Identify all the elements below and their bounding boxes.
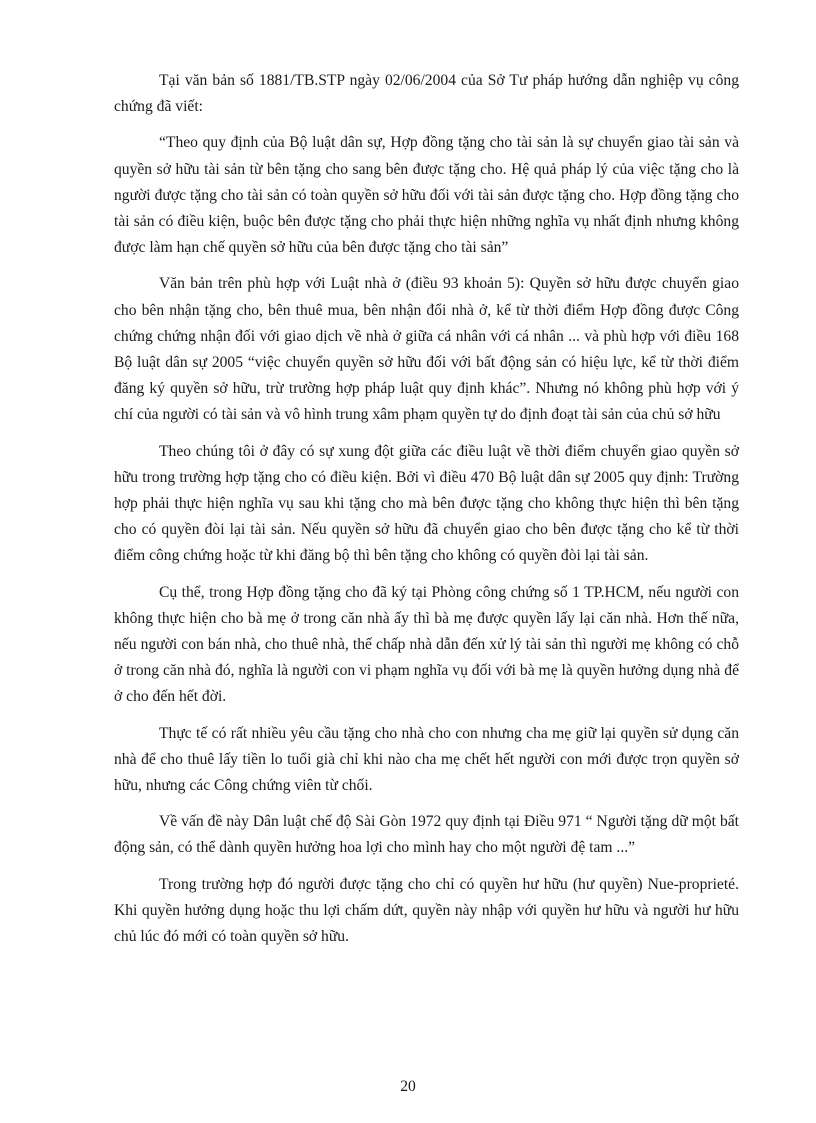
paragraph: Tại văn bản số 1881/TB.STP ngày 02/06/2004 của Sở Tư pháp hướng dẫn nghiệp vụ công chứng đã viết: — [114, 72, 739, 116]
paragraph: Thực tế có rất nhiều yêu cầu tặng cho nhà cho con nhưng cha mẹ giữ lại quyền sử dụng căn nhà để cho thuê lấy tiền lo tuổi già chỉ khi nào cha mẹ chết hết người con mới được trọn quyền sở hữu, nhưng các Công chứng viên từ chối. — [114, 724, 739, 795]
paragraph: Theo chúng tôi ở đây có sự xung đột giữa các điều luật về thời điểm chuyển giao quyền sở hữu trong trường hợp tặng cho có điều kiện. Bởi vì điều 470 Bộ luật dân sự 2005 quy định: Trường hợp phải thực hiện nghĩa vụ sau khi tặng cho mà bên được tặng cho không thực hiện thì bên tặng cho có quyền đòi lại tài sản. Nếu quyền sở hữu đã chuyển giao cho bên được tặng cho kể từ thời điểm công chứng hoặc từ khi đăng bộ thì bên tặng cho không có quyền đòi lại tài sản. — [114, 442, 739, 565]
paragraph: Văn bản trên phù hợp với Luật nhà ở (điều 93 khoản 5): Quyền sở hữu được chuyển giao cho bên nhận tặng cho, bên thuê mua, bên nhận đổi nhà ở, kể từ thời điểm Hợp đồng được Công chứng chứng nhận đối với giao dịch về nhà ở giữa cá nhân với cá nhân ... và phù hợp với điều 168 Bộ luật dân sự 2005 “việc chuyển quyền sở hữu đối với bất động sản có hiệu lực, kể từ thời điểm đăng ký quyền sở hữu, trừ trường hợp pháp luật quy định khác”. Nhưng nó không phù hợp với ý chí của người có tài sản và vô hình trung xâm phạm quyền tự do định đoạt tài sản của chủ sở hữu — [114, 275, 739, 424]
paragraph: “Theo quy định của Bộ luật dân sự, Hợp đồng tặng cho tài sản là sự chuyển giao tài sản và quyền sở hữu tài sản từ bên tặng cho sang bên được tặng cho. Hệ quả pháp lý của việc tặng cho là người được tặng cho tài sản có toàn quyền sở hữu đối với tài sản được tặng cho. Hợp đồng tặng cho tài sản có điều kiện, buộc bên được tặng cho phải thực hiện những nghĩa vụ nhất định nhưng không được làm hạn chế quyền sở hữu của bên được tặng cho tài sản” — [114, 134, 739, 257]
paragraph: Trong trường hợp đó người được tặng cho chỉ có quyền hư hữu (hư quyền) Nue-proprieté. Khi quyền hưởng dụng hoặc thu lợi chấm dứt, quyền này nhập với quyền hư hữu và người hư hữu chủ lúc đó mới có toàn quyền sở hữu. — [114, 875, 739, 946]
paragraph: Cụ thể, trong Hợp đồng tặng cho đã ký tại Phòng công chứng số 1 TP.HCM, nếu người con không thực hiện cho bà mẹ ở trong căn nhà ấy thì bà mẹ được quyền lấy lại căn nhà. Hơn thế nữa, nếu người con bán nhà, cho thuê nhà, thế chấp nhà dẫn đến xử lý tài sản thì người mẹ không có chỗ ở trong căn nhà đó, nghĩa là người con vi phạm nghĩa vụ đối với bà mẹ là quyền hưởng dụng nhà để ở cho đến hết đời. — [114, 583, 739, 706]
paragraph: Về vấn đề này Dân luật chế độ Sài Gòn 1972 quy định tại Điều 971 “ Người tặng dữ một bất động sản, có thể dành quyền hưởng hoa lợi cho mình hay cho một người đệ tam ...” — [114, 813, 739, 857]
document-body — [114, 68, 739, 960]
page-number: 20 — [400, 1078, 416, 1095]
